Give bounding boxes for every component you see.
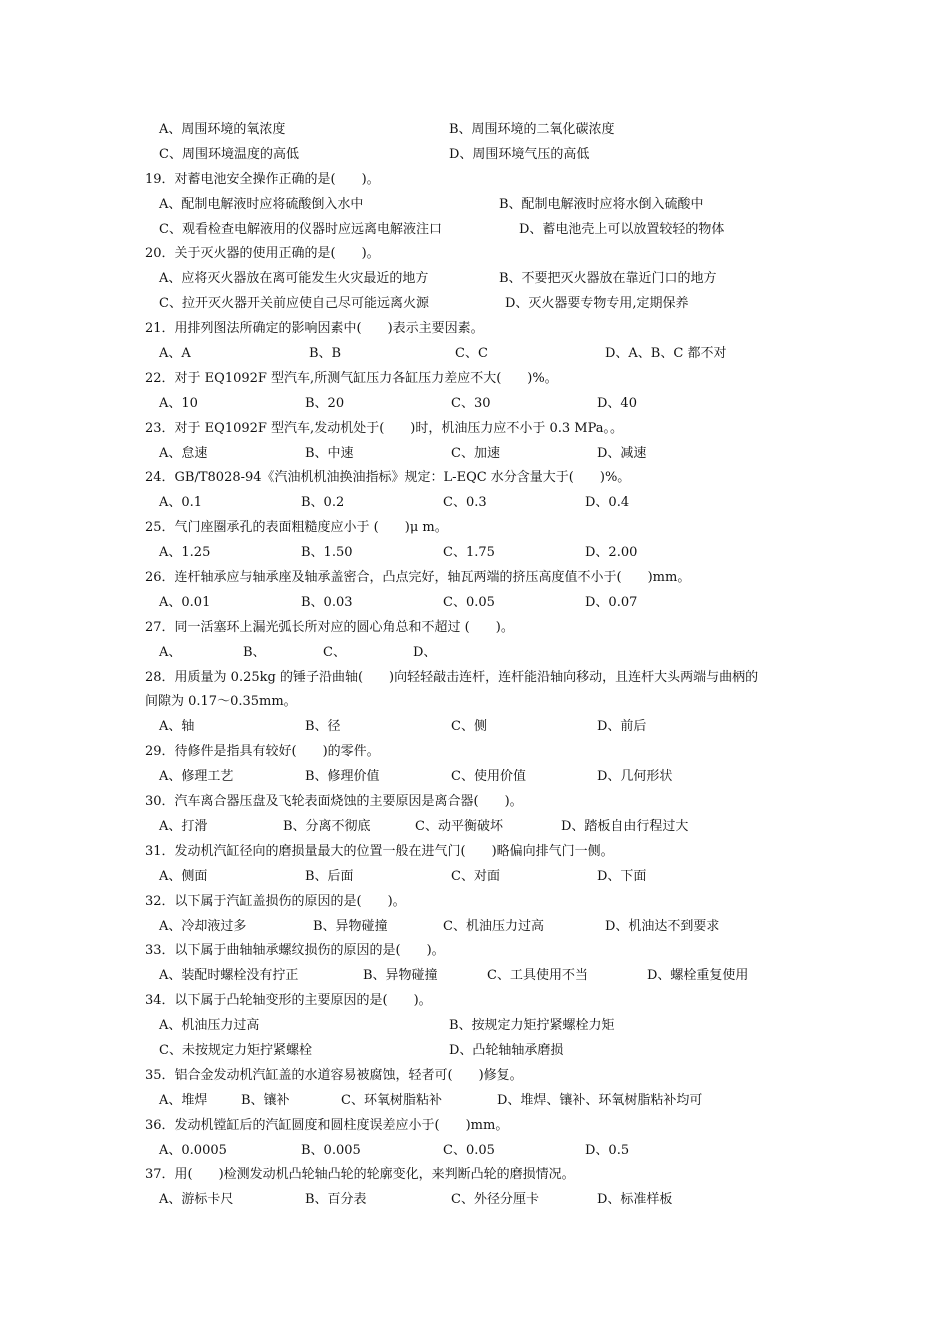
question-text: 19．对蓄电池安全操作正确的是( )。 — [145, 171, 380, 187]
option-item: A、0.0005 — [159, 1142, 227, 1158]
option-item: D、机油达不到要求 — [605, 918, 720, 934]
option-item: B、修理价值 — [305, 769, 380, 785]
option-item: C、机油压力过高 — [443, 918, 544, 934]
option-row — [145, 292, 825, 317]
option-row — [145, 591, 825, 616]
option-row — [145, 964, 825, 989]
option-item: C、环氧树脂粘补 — [341, 1092, 442, 1108]
option-row — [145, 392, 825, 417]
option-row — [145, 218, 825, 243]
option-item: A、0.1 — [159, 495, 203, 511]
option-item: D、几何形状 — [597, 769, 673, 785]
option-row — [145, 1014, 825, 1039]
option-item: B、按规定力矩拧紧螺栓力矩 — [449, 1018, 615, 1034]
option-item: A、堆焊 — [159, 1092, 208, 1108]
option-item: A、侧面 — [159, 868, 208, 884]
option-item: B、异物碰撞 — [363, 968, 438, 984]
option-item: C、外径分厘卡 — [451, 1192, 539, 1208]
option-item: D、 — [413, 644, 437, 660]
option-row — [145, 1089, 825, 1114]
option-item: B、0.2 — [301, 495, 345, 511]
option-item: C、未按规定力矩拧紧螺栓 — [159, 1042, 312, 1058]
option-item: A、打滑 — [159, 818, 208, 834]
option-item: C、加速 — [451, 445, 500, 461]
question-text: 26．连杆轴承应与轴承座及轴承盖密合，凸点完好，轴瓦两端的挤压高度值不小于( )mm。 — [145, 570, 691, 586]
option-item: C、 — [323, 644, 346, 660]
option-item: B、径 — [305, 719, 341, 735]
option-row — [145, 915, 825, 940]
option-item: C、观看检查电解液用的仪器时应远离电解液注口 — [159, 221, 442, 237]
option-item: B、配制电解液时应将水倒入硫酸中 — [499, 196, 704, 212]
option-item: C、侧 — [451, 719, 487, 735]
option-row — [145, 1039, 825, 1064]
option-item: D、40 — [597, 395, 637, 411]
option-item: D、蓄电池壳上可以放置较轻的物体 — [519, 221, 725, 237]
option-item: D、凸轮轴轴承磨损 — [449, 1042, 564, 1058]
option-item: D、螺栓重复使用 — [647, 968, 749, 984]
option-item: B、0.005 — [301, 1142, 361, 1158]
option-item: C、拉开灭火器开关前应使自己尽可能远离火源 — [159, 296, 429, 312]
option-row — [145, 765, 825, 790]
option-item: B、0.03 — [301, 594, 353, 610]
option-item: C、30 — [451, 395, 491, 411]
option-item: D、标准样板 — [597, 1192, 673, 1208]
option-item: C、0.3 — [443, 495, 487, 511]
option-item: A、配制电解液时应将硫酸倒入水中 — [159, 196, 364, 212]
option-item: A、冷却液过多 — [159, 918, 247, 934]
option-item: A、1.25 — [159, 545, 211, 561]
option-row — [145, 1139, 825, 1164]
exam-page — [145, 118, 825, 1213]
option-item: A、 — [159, 644, 182, 660]
option-item: A、10 — [159, 395, 198, 411]
question-text: 20．关于灭火器的使用正确的是( )。 — [145, 246, 380, 262]
question-text: 30．汽车离合器压盘及飞轮表面烧蚀的主要原因是离合器( )。 — [145, 794, 523, 810]
option-item: A、轴 — [159, 719, 195, 735]
option-item: B、不要把灭火器放在靠近门口的地方 — [499, 271, 717, 287]
question-text: 36．发动机镗缸后的汽缸圆度和圆柱度误差应小于( )mm。 — [145, 1117, 509, 1133]
option-item: C、工具使用不当 — [487, 968, 588, 984]
option-item: B、分离不彻底 — [283, 818, 371, 834]
question-text: 25．气门座圈承孔的表面粗糙度应小于 ( )μ m。 — [145, 520, 448, 536]
option-item: C、使用价值 — [451, 769, 526, 785]
question-text: 35．铝合金发动机汽缸盖的水道容易被腐蚀，轻者可( )修复。 — [145, 1067, 523, 1083]
option-item: A、周围环境的氧浓度 — [159, 122, 286, 137]
option-item: B、后面 — [305, 868, 354, 884]
option-item: A、装配时螺栓没有拧正 — [159, 968, 299, 984]
option-row — [145, 1188, 825, 1213]
question-text: 33．以下属于曲轴轴承螺纹损伤的原因的是( )。 — [145, 943, 445, 959]
option-item: B、中速 — [305, 445, 354, 461]
question-text: 28．用质量为 0.25kg 的锤子沿曲轴( )向轻轻敲击连杆，连杆能沿轴向移动，且连杆大头两端与曲柄的 — [145, 669, 759, 685]
option-item: D、踏板自由行程过大 — [561, 818, 689, 834]
option-item: A、A — [159, 346, 191, 362]
option-row — [145, 541, 825, 566]
question-text: 29．待修件是指具有较好( )的零件。 — [145, 744, 380, 760]
option-item: D、2.00 — [585, 545, 638, 561]
option-item: C、动平衡破坏 — [415, 818, 503, 834]
question-text: 23．对于 EQ1092F 型汽车,发动机处于( )时，机油压力应不小于 0.3 MPa。。 — [145, 420, 623, 436]
option-item: D、0.07 — [585, 594, 638, 610]
option-item: B、周围环境的二氧化碳浓度 — [449, 122, 615, 137]
option-item: B、B — [309, 346, 342, 362]
option-item: C、C — [455, 346, 488, 362]
option-row — [145, 442, 825, 467]
option-item: A、游标卡尺 — [159, 1192, 234, 1208]
option-row — [145, 193, 825, 218]
question-text: 22．对于 EQ1092F 型汽车,所测气缸压力各缸压力差应不大( )%。 — [145, 370, 558, 386]
option-item: D、减速 — [597, 445, 647, 461]
question-text: 32．以下属于汽缸盖损伤的原因的是( )。 — [145, 893, 406, 909]
option-item: D、下面 — [597, 868, 647, 884]
option-row — [145, 267, 825, 292]
question-text: 27．同一活塞环上漏光弧长所对应的圆心角总和不超过 ( )。 — [145, 619, 514, 635]
question-text: 21．用排列图法所确定的影响因素中( )表示主要因素。 — [145, 321, 484, 337]
option-item: C、0.05 — [443, 1142, 495, 1158]
option-item: D、堆焊、镶补、环氧树脂粘补均可 — [497, 1092, 703, 1108]
option-item: A、0.01 — [159, 594, 211, 610]
option-row — [145, 342, 825, 367]
option-item: B、百分表 — [305, 1192, 367, 1208]
option-item: C、对面 — [451, 868, 500, 884]
question-text: 24．GB/T8028-94《汽油机机油换油指标》规定：L-EQC 水分含量大于( )%。 — [145, 470, 631, 486]
option-row — [145, 865, 825, 890]
option-row — [145, 143, 825, 168]
option-row — [145, 641, 825, 666]
option-item: C、1.75 — [443, 545, 495, 561]
option-item: D、0.4 — [585, 495, 630, 511]
option-row — [145, 491, 825, 516]
option-item: D、灭火器要专物专用,定期保养 — [505, 296, 689, 312]
option-item: D、A、B、C 都不对 — [605, 346, 727, 362]
option-item: A、机油压力过高 — [159, 1018, 260, 1034]
question-text: 31．发动机汽缸径向的磨损量最大的位置一般在进气门( )略偏向排气门一侧。 — [145, 843, 614, 859]
option-item: D、前后 — [597, 719, 647, 735]
option-item: A、修理工艺 — [159, 769, 234, 785]
option-item: B、1.50 — [301, 545, 353, 561]
option-row — [145, 118, 825, 143]
option-item: C、0.05 — [443, 594, 495, 610]
option-row — [145, 815, 825, 840]
question-text: 34．以下属于凸轮轴变形的主要原因的是( )。 — [145, 993, 432, 1009]
option-item: C、周围环境温度的高低 — [159, 146, 299, 162]
option-item: B、镶补 — [241, 1092, 290, 1108]
option-row — [145, 715, 825, 740]
option-item: B、20 — [305, 395, 345, 411]
option-item: B、异物碰撞 — [313, 918, 388, 934]
option-item: D、0.5 — [585, 1142, 630, 1158]
option-item: B、 — [243, 644, 266, 660]
question-continuation: 间隙为 0.17～0.35mm。 — [145, 694, 297, 710]
question-text: 37．用( )检测发动机凸轮轴凸轮的轮廓变化，来判断凸轮的磨损情况。 — [145, 1167, 575, 1183]
option-item: D、周围环境气压的高低 — [449, 146, 590, 162]
option-item: A、应将灭火器放在离可能发生火灾最近的地方 — [159, 271, 429, 287]
option-item: A、怠速 — [159, 445, 208, 461]
